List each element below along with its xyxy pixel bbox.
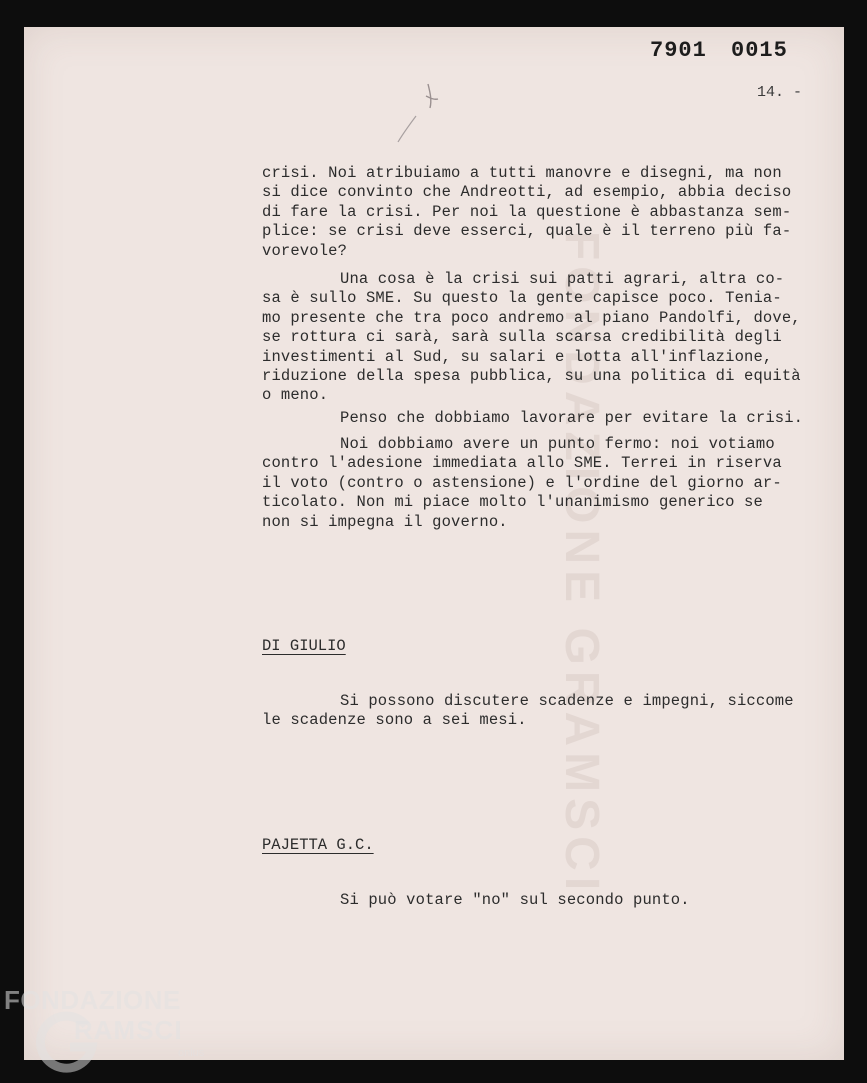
speaker-text-pajetta [262,891,822,910]
text-line: Si possono discutere scadenze e impegni, siccome [340,692,794,710]
text-line: riduzione della spesa pubblica, su una politica di equità [262,367,801,386]
text-line: Si può votare "no" sul secondo punto. [340,891,690,909]
archive-stamp-code: 7901 0015 [650,38,788,63]
paragraph-1 [262,164,822,261]
speaker-text-di-giulio [262,692,822,731]
logo-line-2: RAMSCI [74,1015,183,1045]
text-line: il voto (contro o astensione) e l'ordine del giorno ar- [262,473,782,492]
text-line: Penso che dobbiamo lavorare per evitare la crisi. [340,409,804,427]
text-line: contro l'adesione immediata allo SME. Terrei in riserva [262,454,782,473]
text-line: ticolato. Non mi piace molto l'unanimismo generico se [262,493,763,512]
page-number: 14. - [757,84,803,101]
text-line: crisi. Noi atribuiamo a tutti manovre e disegni, ma non [262,164,782,182]
fondazione-gramsci-logo [4,985,224,1075]
logo-line-3: onlus [178,1047,205,1059]
text-line: plice: se crisi deve esserci, quale è il terreno più fa- [262,222,792,241]
text-line: non si impegna il governo. [262,512,508,531]
speaker-name-di-giulio: DI GIULIO [262,637,346,655]
watermark-text: FONDAZIONE GRAMSCI [555,230,609,896]
text-line: sa è sullo SME. Su questo la gente capisce poco. Tenia- [262,289,782,308]
text-line: di fare la crisi. Per noi la questione è abbastanza sem- [262,202,792,221]
text-line: Una cosa è la crisi sui patti agrari, altra co- [340,270,785,288]
speaker-name-pajetta: PAJETTA G.C. [262,836,374,854]
pencil-mark-icon [390,78,450,148]
text-line: mo presente che tra poco andremo al piano Pandolfi, dove, [262,308,801,327]
text-line: o meno. [262,386,329,405]
text-line: si dice convinto che Andreotti, ad esempio, abbia deciso [262,183,792,202]
text-line: vorevole? [262,241,348,260]
text-line: le scadenze sono a sei mesi. [262,711,527,730]
paragraph-4 [262,435,822,532]
text-line: se rottura ci sarà, sarà sulla scarsa credibilità degli [262,328,782,347]
text-line: Noi dobbiamo avere un punto fermo: noi votiamo [340,435,775,453]
paragraph-3 [262,409,822,428]
paragraph-2 [262,270,822,406]
logo-line-1: FONDAZIONE [4,985,181,1015]
text-line: investimenti al Sud, su salari e lotta all'inflazione, [262,347,773,366]
